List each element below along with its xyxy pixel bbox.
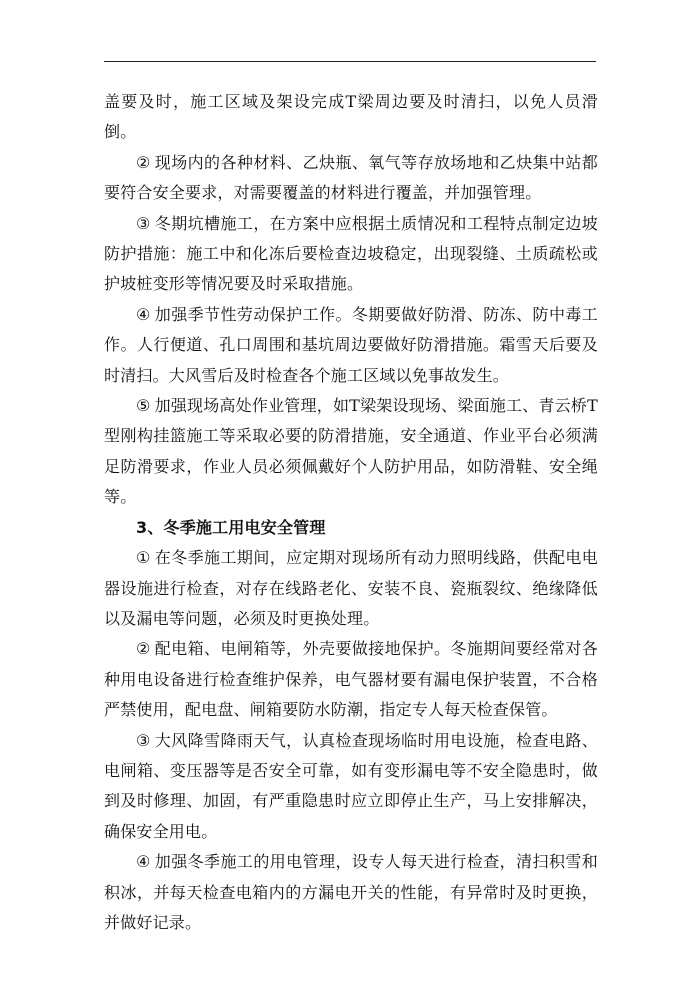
paragraph-text: 加强冬季施工的用电管理，设专人每天进行检查，清扫积雪和积冰，并每天检查电箱内的方漏电开关的性能，有异常时及时更换，并做好记录。 bbox=[104, 852, 599, 932]
paragraph-item-4 bbox=[104, 300, 598, 391]
item-marker: ③ bbox=[136, 213, 151, 233]
section-heading bbox=[104, 513, 598, 543]
item-marker: ④ bbox=[136, 852, 151, 872]
paragraph-item-2 bbox=[104, 148, 598, 209]
item-marker: ⑤ bbox=[136, 396, 151, 416]
paragraph-text: 加强现场高处作业管理，如T梁架设现场、梁面施工、青云桥T型刚构挂篮施工等采取必要的防滑措施，安全通道、作业平台必须满足防滑要求，作业人员必须佩戴好个人防护用品，如防滑鞋、安全绳等。 bbox=[104, 396, 598, 507]
paragraph-text: 冬期坑槽施工，在方案中应根据土质情况和工程特点制定边坡防护措施：施工中和化冻后要检查边坡稳定，出现裂缝、土质疏松或护坡桩变形等情况要及时采取措施。 bbox=[104, 213, 599, 294]
item-marker: ② bbox=[136, 639, 151, 659]
paragraph-item-5 bbox=[104, 391, 598, 513]
item-marker: ① bbox=[136, 548, 151, 568]
paragraph-text: 大风降雪降雨天气，认真检查现场临时用电设施，检查电路、电闸箱、变压器等是否安全可靠，如有变形漏电等不安全隐患时，做到及时修理、加固，有严重隐患时应立即停止生产，马上安排解决，确保安全用电。 bbox=[104, 730, 599, 841]
header-rule bbox=[104, 61, 596, 62]
paragraph-text: 现场内的各种材料、乙炔瓶、氧气等存放场地和乙炔集中站都要符合安全要求，对需要覆盖的材料进行覆盖，并加强管理。 bbox=[104, 152, 599, 203]
item-marker: ③ bbox=[136, 730, 151, 750]
paragraph-text: 加强季节性劳动保护工作。冬期要做好防滑、防冻、防中毒工作。人行便道、孔口周围和基坑周边要做好防滑措施。霜雪天后要及时清扫。大风雪后及时检查各个施工区域以免事故发生。 bbox=[104, 304, 599, 385]
paragraph-item-3 bbox=[104, 209, 598, 300]
paragraph-continuation bbox=[104, 87, 598, 148]
document-body bbox=[104, 87, 598, 938]
paragraph-text: 配电箱、电闸箱等，外壳要做接地保护。冬施期间要经常对各种用电设备进行检查维护保养，电气器材要有漏电保护装置，不合格严禁使用，配电盘、闸箱要防水防潮，指定专人每天检查保管。 bbox=[104, 639, 599, 720]
paragraph-power-item-4 bbox=[104, 847, 598, 938]
paragraph-power-item-3 bbox=[104, 726, 598, 848]
paragraph-power-item-1 bbox=[104, 543, 598, 634]
item-marker: ② bbox=[136, 152, 151, 172]
paragraph-power-item-2 bbox=[104, 634, 598, 725]
section-heading-text: 3、冬季施工用电安全管理 bbox=[136, 517, 326, 537]
item-marker: ④ bbox=[136, 304, 151, 324]
paragraph-text: 盖要及时，施工区域及架设完成T梁周边要及时清扫，以免人员滑倒。 bbox=[104, 92, 598, 142]
paragraph-text: 在冬季施工期间，应定期对现场所有动力照明线路，供配电电器设施进行检查，对存在线路老化、安装不良、瓷瓶裂纹、绝缘降低以及漏电等问题，必须及时更换处理。 bbox=[104, 548, 599, 628]
